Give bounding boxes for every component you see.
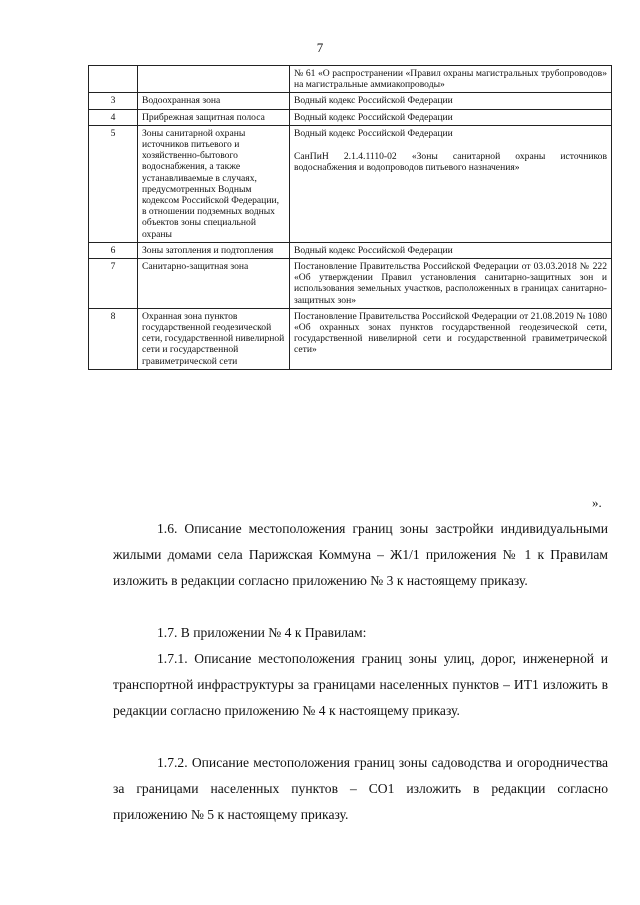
legal-document: № 61 «О распространении «Правил охраны магистральных трубопроводов» на магистральные аммиакопроводы» xyxy=(294,68,607,91)
row-number: 7 xyxy=(89,259,138,309)
page-number: 7 xyxy=(316,40,324,55)
row-number: 3 xyxy=(89,93,138,109)
legal-document: СанПиН 2.1.4.1110-02 «Зоны санитарной охраны источников водоснабжения и водопроводов питьевого назначения» xyxy=(294,151,607,174)
zone-name: Зоны санитарной охраны источников питьевого и хозяйственно-бытового водоснабжения, а также устанавливаемые в случаях, предусмотренных Водным кодексом Российской Федерации, в отношении подземных водных объектов зоны специальной охраны xyxy=(138,125,290,242)
paragraph-1-7-1: 1.7.1. Описание местоположения границ зоны улиц, дорог, инженерной и транспортной инфраструктуры за границами населенных пунктов – ИТ1 изложить в редакции согласно приложению № 4 к настоящему приказу. xyxy=(113,651,608,718)
table-row xyxy=(89,242,612,258)
legal-document: Водный кодекс Российской Федерации xyxy=(294,95,453,107)
legal-document: Постановление Правительства Российской Федерации от 21.08.2019 № 1080 «Об охранных зонах пунктов государственной геодезической сети, государственной нивелирной сети и государственной гравиметрической сети» xyxy=(294,310,607,356)
row-number xyxy=(89,66,138,93)
zone-name xyxy=(138,66,290,93)
row-number: 8 xyxy=(89,308,138,369)
table-row xyxy=(89,308,612,369)
zone-name: Прибрежная защитная полоса xyxy=(138,109,290,125)
row-number: 6 xyxy=(89,242,138,258)
legal-document: Постановление Правительства Российской Федерации от 03.03.2018 № 222 «Об утверждении Правил установления санитарно-защитных зон и использования земельных участков, расположенных в границах санитарно-защитных зон» xyxy=(294,261,607,306)
paragraph-1-7-2: 1.7.2. Описание местоположения границ зоны садоводства и огородничества за границами населенных пунктов – СО1 изложить в редакции согласно приложению № 5 к настоящему приказу. xyxy=(113,755,608,822)
paragraph-1-7: 1.7. В приложении № 4 к Правилам: xyxy=(157,625,367,640)
zones-table xyxy=(88,65,612,370)
table-row xyxy=(89,66,612,93)
zone-name: Санитарно-защитная зона xyxy=(138,259,290,309)
zone-name: Водоохранная зона xyxy=(138,93,290,109)
table-row xyxy=(89,109,612,125)
paragraph-1-6: 1.6. Описание местоположения границ зоны застройки индивидуальными жилыми домами села Парижская Коммуна – Ж1/1 приложения № 1 к Правилам изложить в редакции согласно приложению № 3 к настоящему приказу. xyxy=(113,521,608,588)
legal-basis xyxy=(290,125,612,242)
legal-document: Водный кодекс Российской Федерации xyxy=(294,127,453,139)
zones-table-body xyxy=(89,66,612,370)
table-row xyxy=(89,259,612,309)
legal-basis xyxy=(290,259,612,309)
legal-basis xyxy=(290,109,612,125)
row-number: 4 xyxy=(89,109,138,125)
legal-basis xyxy=(290,93,612,109)
zone-name: Охранная зона пунктов государственной геодезической сети, государственной нивелирной сети и государственной гравиметрической сети xyxy=(138,308,290,369)
legal-document: Водный кодекс Российской Федерации xyxy=(294,244,453,256)
legal-basis xyxy=(290,66,612,93)
legal-basis xyxy=(290,242,612,258)
quote-end: ». xyxy=(592,495,602,510)
table-row xyxy=(89,125,612,242)
row-number: 5 xyxy=(89,125,138,242)
legal-document: Водный кодекс Российской Федерации xyxy=(294,111,453,123)
table-row xyxy=(89,93,612,109)
zone-name: Зоны затопления и подтопления xyxy=(138,242,290,258)
legal-basis xyxy=(290,308,612,369)
